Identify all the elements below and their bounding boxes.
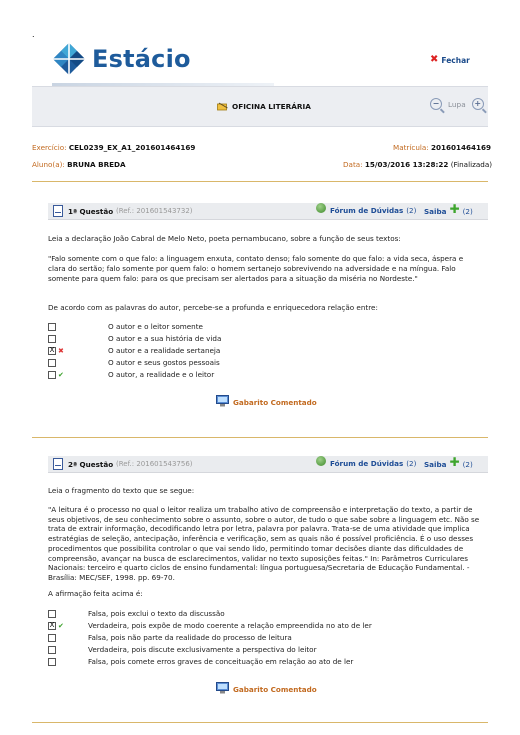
plus-icon: ✚: [449, 202, 460, 216]
answer-option[interactable]: [48, 645, 317, 654]
question-prompt: A afirmação feita acima é:: [48, 589, 143, 598]
wrong-mark-icon: ✖: [58, 346, 64, 355]
question-ref: (Ref.: 201601543756): [116, 460, 193, 468]
option-checkbox[interactable]: [48, 359, 56, 367]
option-text: O autor, a realidade e o leitor: [108, 370, 215, 379]
question-ref: (Ref.: 201601543732): [116, 207, 193, 215]
course-title-text: OFICINA LITERÁRIA: [232, 102, 311, 111]
option-checkbox[interactable]: [48, 610, 56, 618]
question-header: [48, 203, 488, 220]
exercise-value: CEL0239_EX_A1_201601464169: [68, 143, 196, 152]
date-info: [343, 160, 492, 169]
option-checkbox[interactable]: X: [49, 621, 55, 629]
student-label: Aluno(a):: [32, 160, 65, 169]
option-checkbox[interactable]: [48, 323, 56, 331]
option-text: O autor e a realidade sertaneja: [108, 346, 221, 355]
saiba-label: Saiba: [424, 459, 447, 469]
answer-option[interactable]: [48, 322, 203, 331]
enrollment-info: [393, 143, 491, 152]
zoom-out-icon[interactable]: −: [430, 98, 442, 110]
option-checkbox[interactable]: [48, 371, 56, 379]
gabarito-label: Gabarito Comentado: [233, 685, 317, 694]
question-quote: "A leitura é o processo no qual o leitor realiza um trabalho ativo de compreensão e interpretação do texto, a partir de seus objetivos, de seu conhecimento sobre o assunto, sobre o autor, de tudo o que sabe sobre a linguagem etc. Não se trata de extrair informação, decodificando letra por letra, palavra por palavra. Trata-se de uma atividade que implica estratégias de seleção, antecipação, inferência e verificação, sem as quais não é possível proficiência. É o uso desses procedimentos que possibilita controlar o que vai sendo lido, permitindo tomar decisões diante das dificuldades de compreensão, avançar na busca de esclarecimentos, validar no texto suposições feitas." In: Parâmetros Curriculares Nacionais: terceiro e quarto ciclos de ensino fundamental: língua portuguesa/Secretaria de Educação Fundamental. - Brasília: MEC/SEF, 1998. pp. 69-70.: [48, 505, 480, 582]
zoom-in-icon[interactable]: +: [472, 98, 484, 110]
date-label: Data:: [343, 160, 363, 169]
option-text: Verdadeira, pois discute exclusivamente a perspectiva do leitor: [88, 645, 317, 654]
document-icon: [53, 205, 63, 217]
option-checkbox[interactable]: [48, 658, 56, 666]
question-number: 2ª Questão: [68, 460, 114, 469]
answer-option[interactable]: [48, 358, 220, 367]
pencil-icon: [217, 102, 228, 111]
monitor-icon: [216, 682, 229, 694]
option-text: Falsa, pois comete erros graves de conceituação em relação ao ato de ler: [88, 657, 354, 666]
divider: [32, 181, 488, 182]
date-status: (Finalizada): [450, 160, 493, 169]
saiba-link[interactable]: [424, 202, 473, 217]
date-value: 15/03/2016 13:28:22: [364, 160, 449, 169]
zoom-label: Lupa: [448, 99, 466, 109]
answer-option[interactable]: [48, 621, 372, 630]
course-toolbar: [32, 86, 488, 127]
gabarito-label: Gabarito Comentado: [233, 398, 317, 407]
enrollment-label: Matrícula:: [393, 143, 429, 152]
zoom-controls: [430, 98, 484, 110]
forum-count: (2): [406, 205, 417, 215]
question-intro: Leia a declaração João Cabral de Melo Neto, poeta pernambucano, sobre a função de seus textos:: [48, 234, 401, 243]
exercise-info: [32, 143, 195, 152]
brand-name: Estácio: [92, 45, 191, 73]
saiba-label: Saiba: [424, 206, 447, 216]
option-text: Falsa, pois exclui o texto da discussão: [88, 609, 225, 618]
question-quote: "Falo somente com o que falo: a linguagem enxuta, contato denso; falo somente do que falo: a vida seca, áspera e clara do sertão; falo somente por quem falo: o homem sertanejo sobrevivendo na adversidade e na míngua. Falo somente para quem falo: para os que precisam ser alertados para a situação da miséria no Nordeste.": [48, 254, 464, 284]
option-text: O autor e a sua história de vida: [108, 334, 222, 343]
answer-option[interactable]: [48, 609, 225, 618]
question-header: [48, 456, 488, 473]
exercise-label: Exercício:: [32, 143, 67, 152]
saiba-count: (2): [462, 206, 473, 216]
correct-mark-icon: ✔: [58, 370, 64, 379]
student-info: [32, 160, 126, 169]
divider: [32, 437, 488, 438]
option-text: O autor e seus gostos pessoais: [108, 358, 220, 367]
gabarito-link[interactable]: [216, 395, 317, 407]
forum-icon: [316, 203, 326, 213]
close-button[interactable]: [430, 55, 470, 65]
enrollment-value: 201601464169: [431, 143, 492, 152]
answer-option[interactable]: [48, 370, 214, 379]
page-dot: .: [32, 30, 35, 39]
gabarito-link[interactable]: [216, 682, 317, 694]
answer-option[interactable]: [48, 657, 353, 666]
close-icon: ✖: [430, 54, 439, 65]
option-text: Falsa, pois não parte da realidade do processo de leitura: [88, 633, 292, 642]
course-title: [217, 102, 311, 111]
answer-option[interactable]: [48, 346, 220, 355]
forum-label: Fórum de Dúvidas: [330, 458, 404, 468]
option-checkbox[interactable]: X: [49, 346, 55, 354]
student-value: BRUNA BREDA: [67, 160, 126, 169]
answer-option[interactable]: [48, 334, 221, 343]
option-checkbox[interactable]: [48, 634, 56, 642]
monitor-icon: [216, 395, 229, 407]
forum-icon: [316, 456, 326, 466]
saiba-link[interactable]: [424, 455, 473, 470]
estacio-logo[interactable]: [52, 42, 191, 76]
plus-icon: ✚: [449, 455, 460, 469]
question-prompt: De acordo com as palavras do autor, percebe-se a profunda e enriquecedora relação entre:: [48, 303, 378, 312]
forum-count: (2): [406, 458, 417, 468]
forum-label: Fórum de Dúvidas: [330, 205, 404, 215]
close-label: Fechar: [441, 55, 470, 65]
option-text: Verdadeira, pois expõe de modo coerente a relação empreendida no ato de ler: [88, 621, 372, 630]
question-intro: Leia o fragmento do texto que se segue:: [48, 486, 195, 495]
correct-mark-icon: ✔: [58, 621, 64, 630]
forum-link[interactable]: [316, 458, 416, 468]
document-icon: [53, 458, 63, 470]
option-text: O autor e o leitor somente: [108, 322, 203, 331]
option-checkbox[interactable]: [48, 335, 56, 343]
option-checkbox[interactable]: [48, 646, 56, 654]
forum-link[interactable]: [316, 205, 416, 215]
saiba-count: (2): [462, 459, 473, 469]
divider: [32, 722, 488, 723]
estacio-logo-icon: [52, 42, 86, 76]
answer-option[interactable]: [48, 633, 292, 642]
question-number: 1ª Questão: [68, 207, 114, 216]
